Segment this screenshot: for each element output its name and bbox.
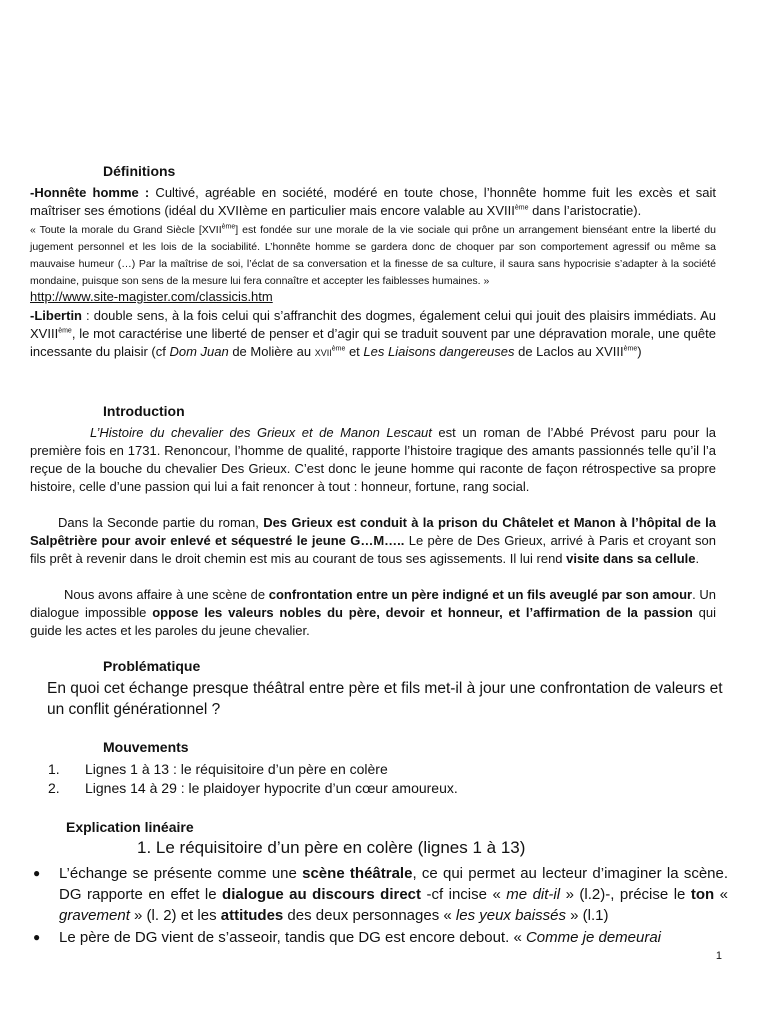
introduction-heading: Introduction (103, 403, 185, 419)
bold-text: attitudes (220, 907, 284, 924)
intro-paragraph-1 (30, 424, 716, 496)
intro-paragraph-3 (30, 586, 716, 640)
text: Dans la Seconde partie du roman, (58, 515, 264, 530)
text: est un roman de l’Abbé Prévost paru pour la première fois en 1731. Renoncour, l’homme de qualité, rapporte l’histoire tragique des amants passionnés telle qu’il l’a reçue de la bouche du chevalier Des Grieux. C’est donc le jeune homme qui raconte de façon rétrospective sa propre histoire, celle d’une passion qui lui a fait renoncer à tout : honneur, fortune, rang social. (30, 425, 717, 494)
text: » (l. 2) et les (129, 907, 221, 924)
bold-text: oppose les valeurs nobles du père, devoir et honneur, et l’affirmation de la passion (152, 605, 693, 620)
title-italic: Les Liaisons dangereuses (363, 344, 515, 359)
item-number: 2. (48, 780, 60, 796)
century-small: XVII (314, 348, 332, 358)
title-italic: Dom Juan (169, 344, 229, 359)
text: Le père de Des Grieux, arrivé à Paris et croyant son fils prêt à revenir dans le droit chemin est mis au courant de tous ses agissements. Il lui rend (30, 533, 716, 566)
definitions-heading: Définitions (103, 163, 176, 179)
bold-text: visite dans sa cellule (566, 551, 696, 566)
bullet-text (59, 927, 728, 948)
bold-text: dialogue au discours direct (222, 886, 422, 903)
text: : double sens, à la fois celui qui s’affranchit des dogmes, également celui qui jouit des plaisirs immédiats. Au XVIII (30, 308, 716, 341)
problematique-text: En quoi cet échange presque théâtral entre père et fils met-il à jour une confrontation de valeurs et un conflit générationnel ? (47, 680, 723, 718)
explication-heading: Explication linéaire (66, 819, 194, 835)
italic-text: me dit-il (506, 886, 561, 903)
quote-block (30, 222, 716, 290)
page-number: 1 (715, 950, 722, 962)
superscript: ème (623, 345, 638, 353)
bullet-icon: ● (33, 930, 41, 944)
text: « (714, 886, 729, 903)
superscript: ème (331, 345, 346, 353)
item-number: 1. (48, 761, 60, 777)
text: , ce qui permet au lecteur d’imaginer la scène. DG rapporte en effet le (59, 865, 729, 903)
text: . (695, 551, 700, 566)
problematique-heading: Problématique (103, 658, 201, 674)
text: « Toute la morale du Grand Siècle [XVII (30, 224, 222, 236)
text: . Un dialogue impossible (30, 587, 716, 620)
text: , le mot caractérise une liberté de penser et d’agir qui se traduit souvent par une dépravation morale, une quête incessante du plaisir (cf (30, 326, 716, 359)
list-item (30, 863, 728, 926)
section-subtitle: 1. Le réquisitoire d’un père en colère (lignes 1 à 13) (137, 838, 526, 857)
intro-paragraph-2 (30, 514, 716, 568)
definition-libertin (30, 307, 716, 362)
source-link[interactable]: http://www.site-magister.com/classicis.htm (30, 289, 273, 304)
italic-text: les yeux baissés (455, 907, 566, 924)
mouvements-list (48, 760, 648, 798)
superscript: ème (58, 327, 72, 335)
text: ) (637, 344, 642, 359)
novel-title: L’Histoire du chevalier des Grieux et de Manon Lescaut (90, 425, 432, 440)
mouvements-heading: Mouvements (103, 739, 189, 755)
term-honnete-homme: -Honnête homme : (30, 185, 150, 200)
text: dans l’aristocratie). (528, 203, 642, 218)
text: des deux personnages « (283, 907, 456, 924)
text: -cf incise « (421, 886, 507, 903)
bullet-text (59, 863, 728, 926)
item-text: Lignes 1 à 13 : le réquisitoire d’un père en colère (85, 761, 388, 777)
text: de Laclos au XVIII (514, 344, 624, 359)
list-item (30, 927, 728, 948)
bold-text: scène théâtrale (302, 865, 413, 882)
definition-honnete-homme (30, 184, 716, 220)
text: » (l.1) (565, 907, 609, 924)
bold-text: ton (690, 886, 715, 903)
text: » (l.2)-, précise le (560, 886, 691, 903)
text: ] est fondée sur une morale de la vie sociale qui prône un arrangement bienséant entre la liberté du jugement personnel et les lois de la sociabilité. L’honnête homme se gardera donc de choquer par son comportement agressif ou même sa mauvaise humeur (…) Par la maîtrise de soi, l’éclat de sa conversation et la finesse de sa culture, il saura sans hypocrisie s’adapter à la société mondaine, puisque son sens de la mesure lui fera connaître et accepter les faiblesses humaines. » (30, 224, 716, 287)
item-text: Lignes 14 à 29 : le plaidoyer hypocrite d’un cœur amoureux. (85, 780, 458, 796)
italic-text: Comme je demeurai (525, 929, 662, 946)
text: Nous avons affaire à une scène de (64, 587, 269, 602)
bullet-icon: ● (33, 866, 41, 880)
text: de Molière au (228, 344, 315, 359)
superscript: ème (514, 204, 529, 212)
text: qui guide les actes et les paroles du jeune chevalier. (30, 605, 716, 638)
text: Cultivé, agréable en société, modéré en toute chose, l’honnête homme fuit les excès et sait maîtriser ses émotions (idéal du XVIIème en particulier mais encore valable au XVIII (30, 185, 716, 218)
term-libertin: -Libertin (30, 308, 82, 323)
bullet-list (30, 863, 728, 949)
text: L’échange se présente comme une (59, 865, 303, 882)
list-item (48, 779, 648, 798)
text: Le père de DG vient de s’asseoir, tandis que DG est encore debout. « (59, 929, 526, 946)
superscript: ème (221, 223, 236, 231)
list-item (48, 760, 648, 779)
italic-text: gravement (59, 907, 130, 924)
bold-text: Des Grieux est conduit à la prison du Châtelet et Manon à l’hôpital de la Salpêtrière pour avoir enlevé et séquestré le jeune G…M….. (30, 515, 716, 548)
bold-text: confrontation entre un père indigné et un fils aveuglé par son amour (268, 587, 693, 602)
text: et (345, 344, 364, 359)
